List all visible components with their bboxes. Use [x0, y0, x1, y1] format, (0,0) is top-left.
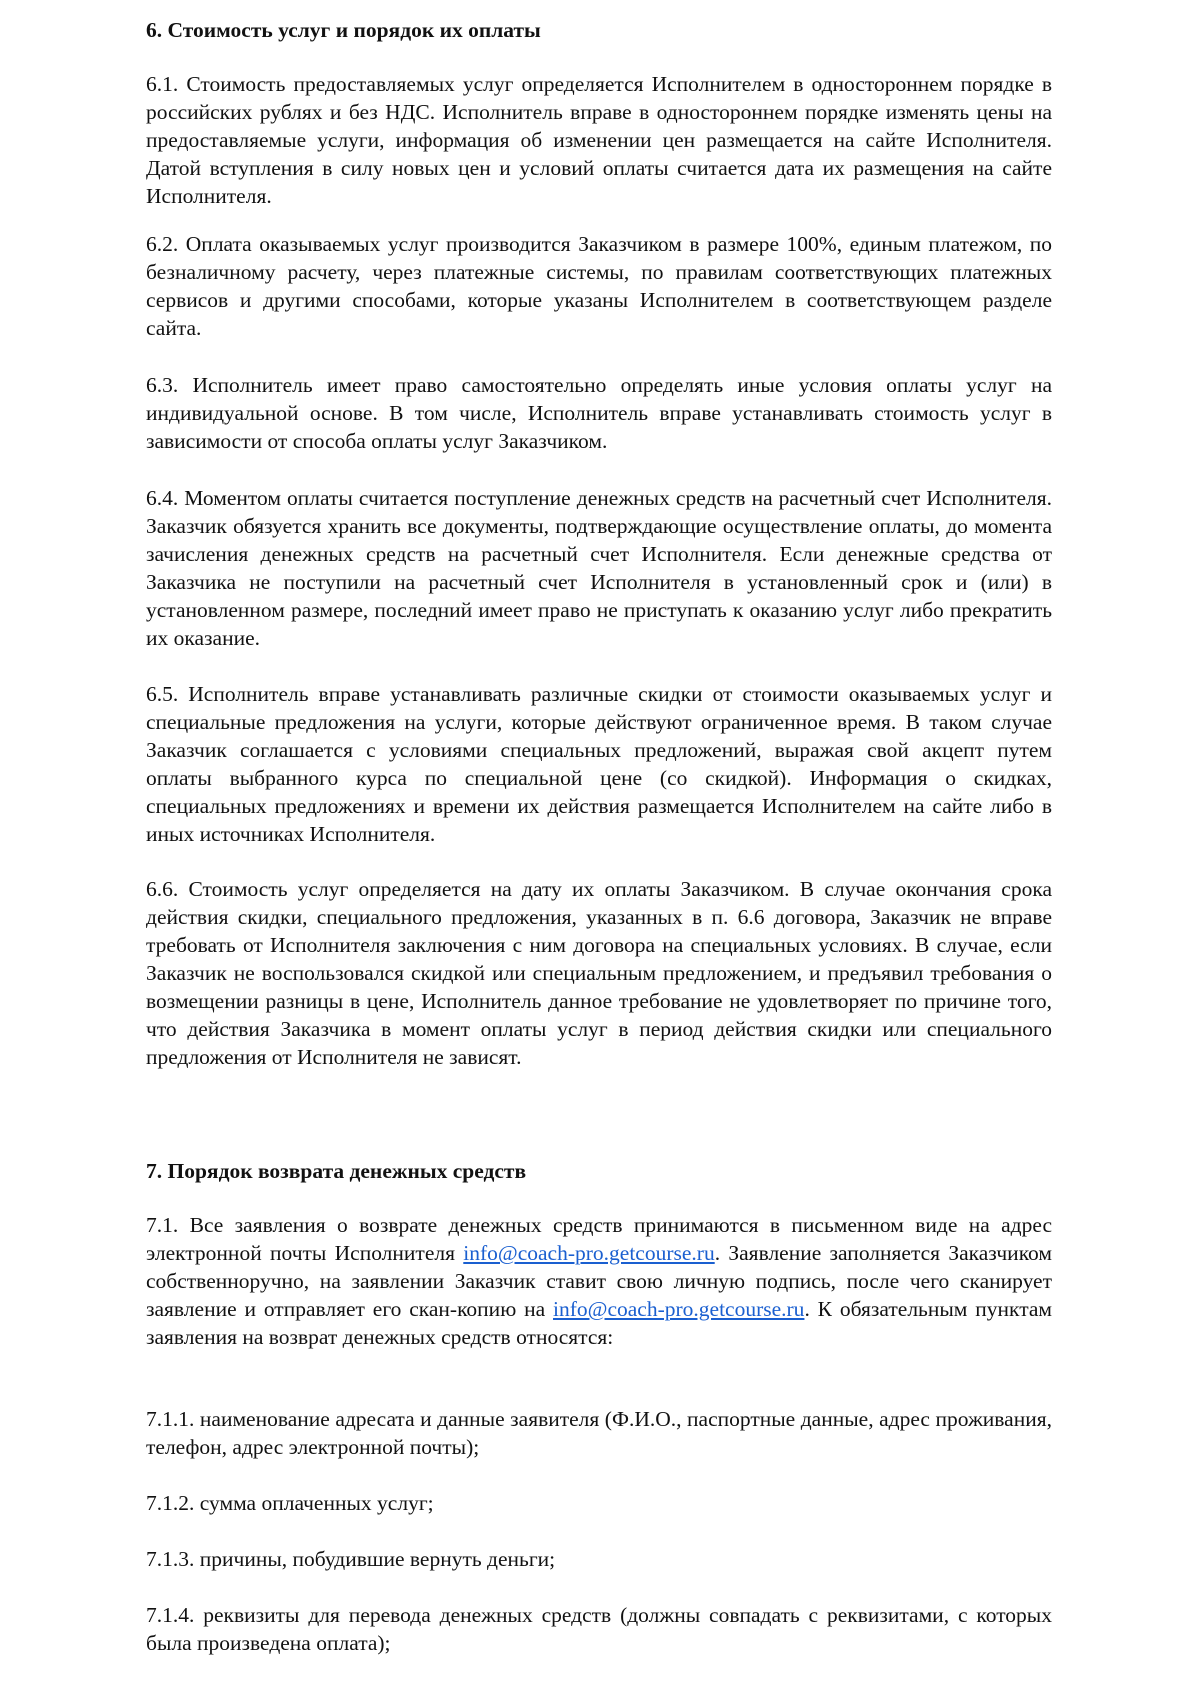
list-item-7-1-4: 7.1.4. реквизиты для перевода денежных средств (должны совпадать с реквизитами, с которых была произведена оплата); — [146, 1603, 1052, 1655]
paragraph-6-5: 6.5. Исполнитель вправе устанавливать различные скидки от стоимости оказываемых услуг и специальные предложения на услуги, которые действуют ограниченное время. В таком случае Заказчик соглашается с условиями специальных предложений, выражая свой акцепт путем оплаты выбранного курса по специальной цене (со скидкой). Информация о скидках, специальных предложениях и времени их действия размещается Исполнителем на сайте либо в иных источниках Исполнителя. — [146, 682, 1052, 846]
email-link[interactable]: info@coach-pro.getcourse.ru — [463, 1241, 715, 1265]
paragraph-6-1: 6.1. Стоимость предоставляемых услуг определяется Исполнителем в одностороннем порядке в российских рублях и без НДС. Исполнитель вправе в одностороннем порядке изменять цены на предоставляемые услуги, информация об изменении цен размещается на сайте Исполнителя. Датой вступления в силу новых цен и условий оплаты считается дата их размещения на сайте Исполнителя. — [146, 72, 1052, 208]
paragraph-6-3: 6.3. Исполнитель имеет право самостоятельно определять иные условия оплаты услуг на индивидуальной основе. В том числе, Исполнитель вправе устанавливать стоимость услуг в зависимости от способа оплаты услуг Заказчиком. — [146, 373, 1052, 453]
list-item-7-1-3: 7.1.3. причины, побудившие вернуть деньги; — [146, 1547, 556, 1571]
list-item-7-1-1: 7.1.1. наименование адресата и данные заявителя (Ф.И.О., паспортные данные, адрес проживания, телефон, адрес электронной почты); — [146, 1407, 1052, 1459]
paragraph-7-1-text-1: 7.1. Все заявления о возврате денежных средств принимаются в письменном виде на адрес электронной почты Исполнителя — [146, 1213, 1052, 1265]
section-6-heading: 6. Стоимость услуг и порядок их оплаты — [146, 18, 541, 42]
paragraph-7-1-text-3: . К обязательным пунктам заявления на возврат денежных средств относятся: — [146, 1297, 1052, 1349]
paragraph-7-1-text-2: . Заявление заполняется Заказчиком собственноручно, на заявлении Заказчик ставит свою личную подпись, после чего сканирует заявление и отправляет его скан-копию на — [146, 1241, 1052, 1321]
email-link[interactable]: info@coach-pro.getcourse.ru — [553, 1297, 805, 1321]
paragraph-6-4: 6.4. Моментом оплаты считается поступление денежных средств на расчетный счет Исполнителя. Заказчик обязуется хранить все документы, подтверждающие осуществление оплаты, до момента зачисления денежных средств на расчетный счет Исполнителя. Если денежные средства от Заказчика не поступили на расчетный счет Исполнителя в установленный срок и (или) в установленном размере, последний имеет право не приступать к оказанию услуг либо прекратить их оказание. — [146, 486, 1052, 650]
paragraph-6-2: 6.2. Оплата оказываемых услуг производится Заказчиком в размере 100%, единым платежом, по безналичному расчету, через платежные системы, по правилам соответствующих платежных сервисов и другими способами, которые указаны Исполнителем в соответствующем разделе сайта. — [146, 232, 1052, 340]
section-7-heading: 7. Порядок возврата денежных средств — [146, 1159, 527, 1183]
paragraph-6-6: 6.6. Стоимость услуг определяется на дату их оплаты Заказчиком. В случае окончания срока действия скидки, специального предложения, указанных в п. 6.6 договора, Заказчик не вправе требовать от Исполнителя заключения с ним договора на специальных условиях. В случае, если Заказчик не воспользовался скидкой или специальным предложением, и предъявил требования о возмещении разницы в цене, Исполнитель данное требование не удовлетворяет по причине того, что действия Заказчика в момент оплаты услуг в период действия скидки или специального предложения от Исполнителя не зависят. — [146, 877, 1052, 1069]
list-item-7-1-2: 7.1.2. сумма оплаченных услуг; — [146, 1491, 434, 1515]
paragraph-7-1 — [146, 1211, 1052, 1351]
